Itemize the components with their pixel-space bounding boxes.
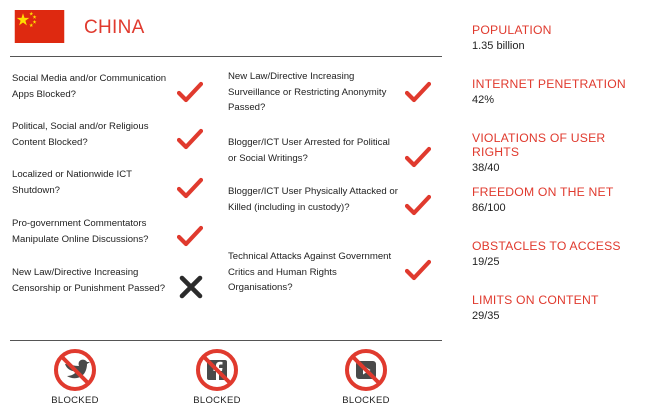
- question-ict-shutdown: Localized or Nationwide ICT Shutdown?: [12, 169, 132, 196]
- facebook-icon: [195, 348, 239, 392]
- check-icon: [177, 80, 203, 104]
- divider-top: [10, 56, 442, 57]
- country-title: CHINA: [84, 17, 145, 38]
- stat-violations-user-rights: [472, 131, 650, 174]
- check-icon: [405, 193, 431, 217]
- blocked-label: BLOCKED: [51, 395, 99, 406]
- stat-obstacles-to-access: [472, 239, 621, 268]
- stat-label: OBSTACLES TO ACCESS: [472, 239, 621, 253]
- question-progov-commentators: Pro-government Commentators Manipulate Online Discussions?: [12, 218, 149, 245]
- blocked-label: BLOCKED: [342, 395, 390, 406]
- china-flag-icon: [10, 10, 69, 43]
- stat-limits-on-content: [472, 293, 599, 322]
- stat-label: LIMITS ON CONTENT: [472, 293, 599, 307]
- stat-label: VIOLATIONS OF USER RIGHTS: [472, 131, 606, 159]
- stat-value: 19/25: [472, 256, 500, 268]
- check-icon: [177, 176, 203, 200]
- stat-value: 29/35: [472, 310, 500, 322]
- stat-freedom-on-the-net: [472, 185, 614, 214]
- stat-label: POPULATION: [472, 23, 552, 37]
- question-technical-attacks: Technical Attacks Against Government Critics and Human Rights Organisations?: [228, 251, 392, 294]
- question-surveillance-law: New Law/Directive Increasing Surveillance or Restricting Anonymity Passed?: [228, 71, 387, 114]
- check-icon: [405, 80, 431, 104]
- question-social-media-blocked: Social Media and/or Communication Apps Blocked?: [12, 73, 167, 100]
- stat-value: 1.35 billion: [472, 40, 525, 52]
- stat-value: 86/100: [472, 202, 506, 214]
- twitter-bird-icon: [53, 348, 97, 392]
- divider-bottom: [10, 340, 442, 341]
- check-icon: [405, 258, 431, 282]
- blocked-youtube: [331, 348, 401, 406]
- question-content-blocked: Political, Social and/or Religious Content Blocked?: [12, 121, 149, 148]
- stat-population: [472, 23, 552, 52]
- question-blogger-attacked: Blogger/ICT User Physically Attacked or Killed (including in custody)?: [228, 186, 398, 213]
- check-icon: [405, 145, 431, 169]
- cross-icon: [178, 275, 204, 299]
- check-icon: [177, 127, 203, 151]
- youtube-icon: [344, 348, 388, 392]
- blocked-twitter: [40, 348, 110, 406]
- stat-value: 42%: [472, 94, 495, 106]
- stat-label: INTERNET PENETRATION: [472, 77, 626, 91]
- check-icon: [177, 224, 203, 248]
- question-blogger-arrested: Blogger/ICT User Arrested for Political or Social Writings?: [228, 137, 390, 164]
- question-censorship-law: New Law/Directive Increasing Censorship or Punishment Passed?: [12, 267, 166, 294]
- stat-internet-penetration: [472, 77, 626, 106]
- blocked-facebook: [182, 348, 252, 406]
- stat-label: FREEDOM ON THE NET: [472, 185, 614, 199]
- stat-value: 38/40: [472, 162, 500, 174]
- blocked-label: BLOCKED: [193, 395, 241, 406]
